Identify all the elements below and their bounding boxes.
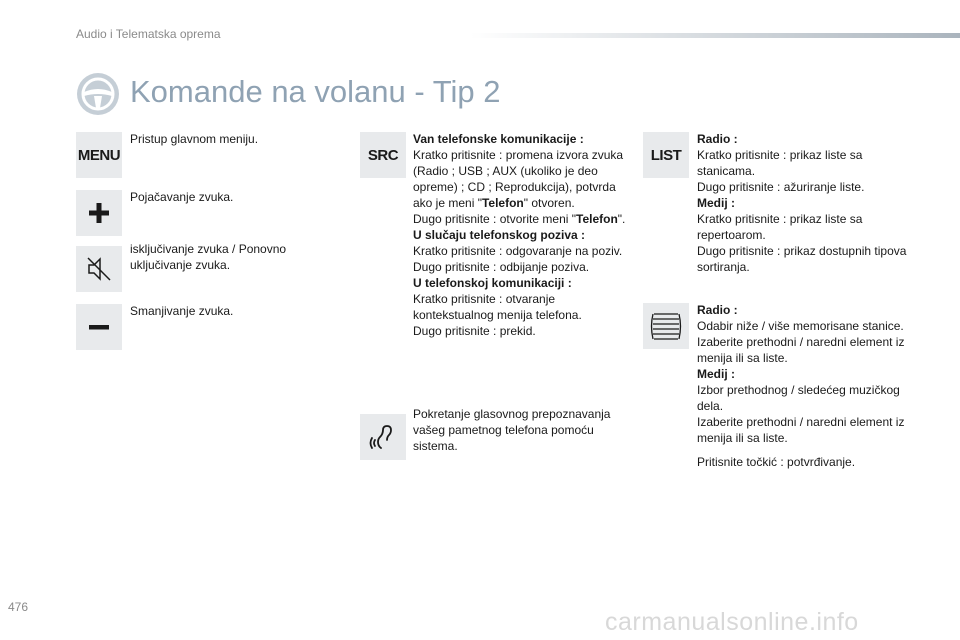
page-number: 476 <box>8 600 29 614</box>
src-button-label: SRC <box>367 146 399 164</box>
section-header: Audio i Telematska oprema <box>76 27 221 41</box>
wheel-press-text: Pritisnite točkić : potvrđivanje. <box>697 455 856 469</box>
mute-description: isključivanje zvuka / Ponovno uključivanje zvuka. <box>130 242 287 272</box>
menu-description: Pristup glavnom meniju. <box>130 132 259 146</box>
src-telefon-label-2: Telefon <box>576 212 618 226</box>
thumbwheel-icon <box>643 303 689 349</box>
page-title: Komande na volanu - Tip 2 <box>130 74 501 109</box>
list-button-label: LIST <box>650 146 682 164</box>
watermark: carmanualsonline.info <box>605 608 859 636</box>
mute-icon <box>76 246 122 292</box>
src-heading-outside-call: Van telefonske komunikacije : <box>413 132 584 146</box>
wheel-description <box>697 302 912 470</box>
menu-button-icon <box>76 132 122 178</box>
src-hang-up-text: Dugo pritisnite : prekid. <box>413 324 536 338</box>
volume-up-description: Pojačavanje zvuka. <box>130 190 234 204</box>
wheel-media-menu-text: Izaberite prethodni / naredni element iz menija ili sa liste. <box>697 415 905 445</box>
src-short-press-text: Kratko pritisnite : promena izvora zvuka (Radio ; USB ; AUX (ukoliko je deo opreme) ; CD ; Reprodukcija), potvrda ako je meni " <box>413 148 624 210</box>
list-button-icon <box>643 132 689 178</box>
src-long-press-text: Dugo pritisnite : otvorite meni " <box>413 212 576 226</box>
list-heading-radio: Radio : <box>697 132 738 146</box>
list-media-long-text: Dugo pritisnite : prikaz dostupnih tipova sortiranja. <box>697 244 907 274</box>
list-heading-media: Medij : <box>697 196 735 210</box>
src-heading-incoming-call: U slučaju telefonskog poziva : <box>413 228 586 242</box>
src-telefon-label-1: Telefon <box>481 196 524 210</box>
volume-up-icon <box>76 190 122 236</box>
src-long-press-text-end: ". <box>617 212 626 226</box>
voice-recognition-icon <box>360 414 406 460</box>
src-heading-in-call: U telefonskoj komunikaciji : <box>413 276 572 290</box>
wheel-media-text: Izbor prethodnog / sledećeg muzičkog dela. <box>697 383 900 413</box>
menu-button-label: MENU <box>77 146 121 164</box>
list-radio-long-text: Dugo pritisnite : ažuriranje liste. <box>697 180 865 194</box>
list-description <box>697 131 907 275</box>
src-answer-call-text: Kratko pritisnite : odgovaranje na poziv. <box>413 244 623 258</box>
src-button-icon <box>360 132 406 178</box>
header-divider <box>470 33 960 38</box>
volume-down-icon <box>76 304 122 350</box>
steering-wheel-icon <box>76 72 120 116</box>
list-media-short-text: Kratko pritisnite : prikaz liste sa repertoarom. <box>697 212 863 242</box>
src-short-press-text-end: " otvoren. <box>523 196 575 210</box>
src-context-menu-text: Kratko pritisnite : otvaranje kontekstualnog menija telefona. <box>413 292 582 322</box>
voice-description: Pokretanje glasovnog prepoznavanja vašeg pametnog telefona pomoću sistema. <box>413 407 611 453</box>
src-reject-call-text: Dugo pritisnite : odbijanje poziva. <box>413 260 590 274</box>
wheel-radio-text: Odabir niže / više memorisane stanice. <box>697 319 904 333</box>
volume-down-description: Smanjivanje zvuka. <box>130 304 234 318</box>
src-description <box>413 131 628 339</box>
wheel-radio-menu-text: Izaberite prethodni / naredni element iz menija ili sa liste. <box>697 335 905 365</box>
wheel-heading-media: Medij : <box>697 367 735 381</box>
list-radio-short-text: Kratko pritisnite : prikaz liste sa stanicama. <box>697 148 863 178</box>
wheel-heading-radio: Radio : <box>697 303 738 317</box>
